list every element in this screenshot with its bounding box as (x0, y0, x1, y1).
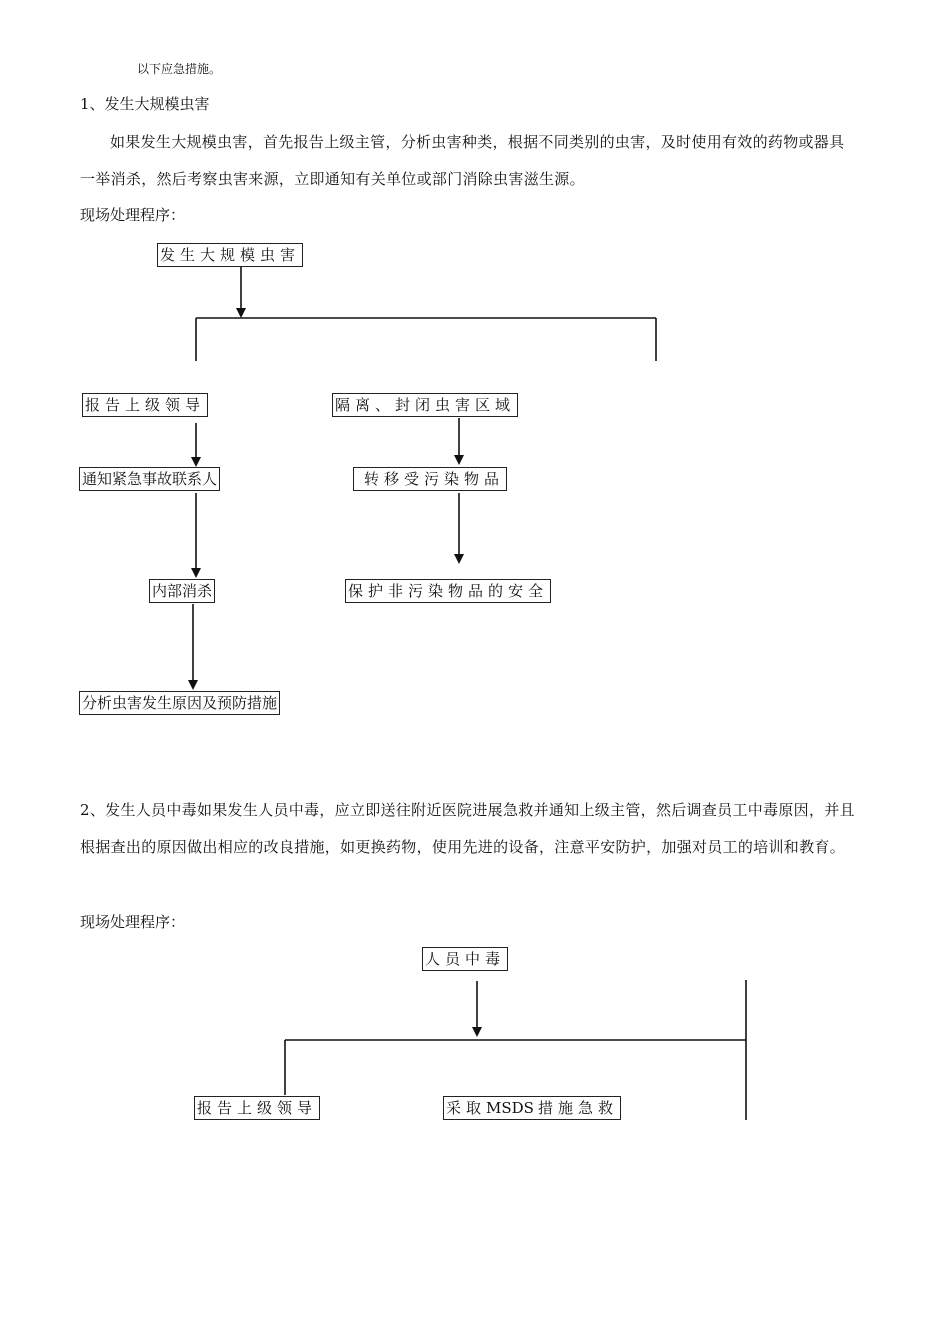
flow1-right-box-3: 保护非污染物品的安全 (345, 579, 551, 603)
flow1-left-box-4: 分析虫害发生原因及预防措施 (79, 691, 280, 715)
top-note: 以下应急措施。 (137, 62, 222, 76)
flow1-right-box-2: 转移受污染物品 (353, 467, 507, 491)
flow1-left-box-1: 报告上级领导 (82, 393, 208, 417)
section2-paragraph: 2、发生人员中毒如果发生人员中毒，应立即送往附近医院进展急救并通知上级主管，然后调查员工中毒原因，并且根据查出的原因做出相应的改良措施，如更换药物，使用先进的设备，注意平安防护，加强对员工的培训和教育。 (80, 801, 855, 856)
section1-procedure-label: 现场处理程序： (80, 206, 186, 224)
flow1-left-box-3: 内部消杀 (149, 579, 215, 603)
flow2-mid-box-latin: MSDS (486, 1099, 534, 1117)
flow2-mid-box-1 (443, 1096, 621, 1120)
flow2-start-box: 人员中毒 (422, 947, 508, 971)
flow2-mid-box-prefix: 采取 (446, 1099, 487, 1117)
section1-heading: 1、发生大规模虫害 (80, 95, 210, 113)
flow1-right-box-1: 隔离、封闭虫害区域 (332, 393, 518, 417)
flow1-left-box-2: 通知紧急事故联系人 (79, 467, 220, 491)
flow2-mid-box-suffix: 措施急救 (537, 1099, 618, 1117)
flow1-start-box: 发生大规模虫害 (157, 243, 303, 267)
section1-paragraph: 如果发生大规模虫害，首先报告上级主管，分析虫害种类，根据不同类别的虫害，及时使用有效的药物或器具一举消杀，然后考察虫害来源，立即通知有关单位或部门消除虫害滋生源。 (80, 133, 845, 188)
section2-procedure-label: 现场处理程序： (80, 913, 186, 931)
flow2-left-box-1: 报告上级领导 (194, 1096, 320, 1120)
